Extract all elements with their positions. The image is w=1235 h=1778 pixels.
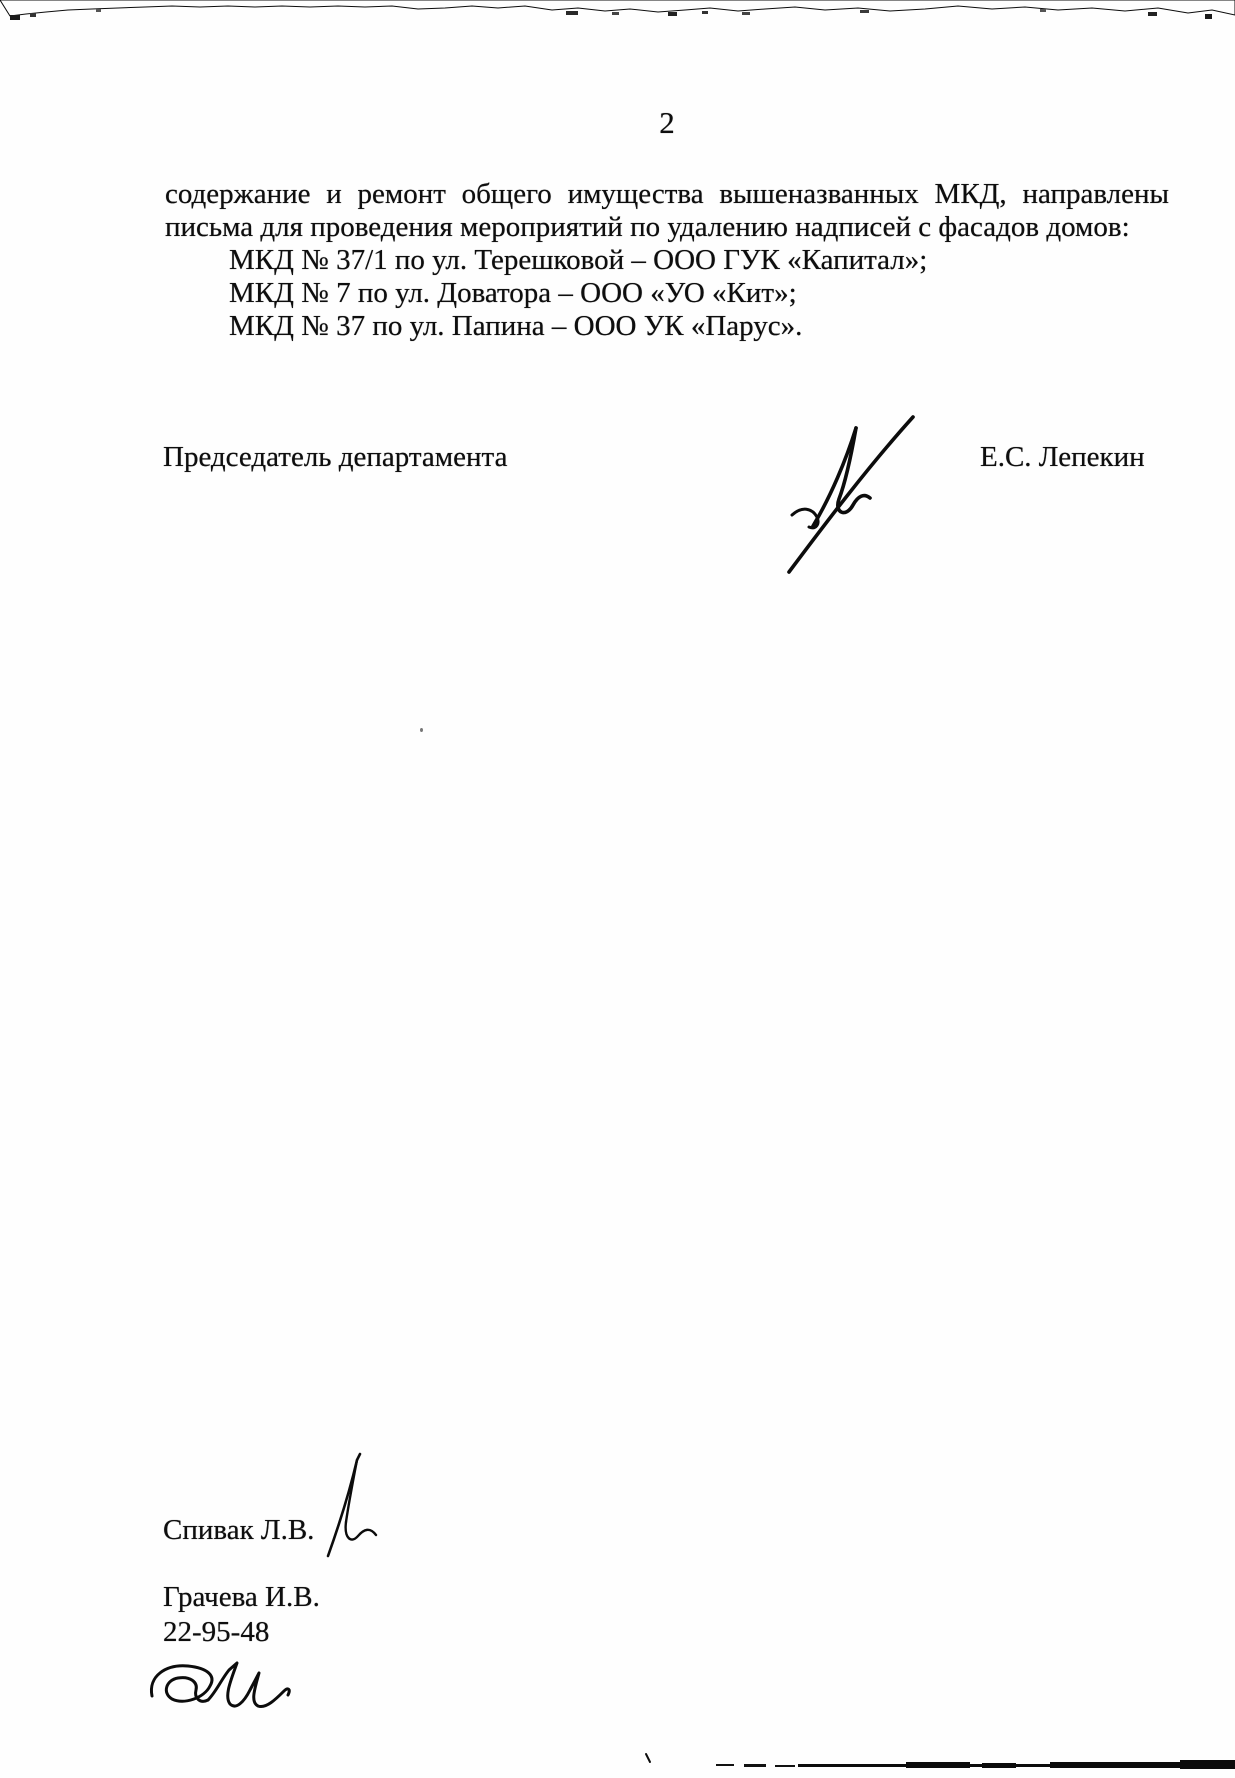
page-number: 2 — [659, 105, 675, 140]
scan-artifact-top — [0, 0, 1235, 26]
scan-artifact-bottom — [0, 1748, 1235, 1778]
executor-spivak: Спивак Л.В. — [163, 1514, 315, 1546]
scan-speck — [420, 728, 423, 732]
list-item-dovatora: МКД № 7 по ул. Доватора – ООО «УО «Кит»; — [229, 277, 797, 309]
spivak-signature-handwriting — [322, 1450, 382, 1560]
executor-gracheva: Грачева И.В. — [163, 1581, 320, 1613]
paragraph-line-1: содержание и ремонт общего имущества вышеназванных МКД, направлены — [165, 178, 1169, 210]
list-item-tereshkovoy: МКД № 37/1 по ул. Терешковой – ООО ГУК «Капитал»; — [229, 244, 928, 276]
lepekin-signature-handwriting — [783, 414, 935, 576]
signer-name: Е.С. Лепекин — [980, 441, 1145, 473]
body-text — [165, 178, 1169, 343]
gracheva-signature-handwriting — [144, 1658, 296, 1718]
paragraph-line-2: письма для проведения мероприятий по удалению надписей с фасадов домов: — [165, 211, 1130, 243]
signer-title: Председатель департамента — [163, 441, 508, 473]
contact-phone: 22-95-48 — [163, 1616, 270, 1648]
list-item-papina: МКД № 37 по ул. Папина – ООО УК «Парус». — [229, 310, 803, 342]
